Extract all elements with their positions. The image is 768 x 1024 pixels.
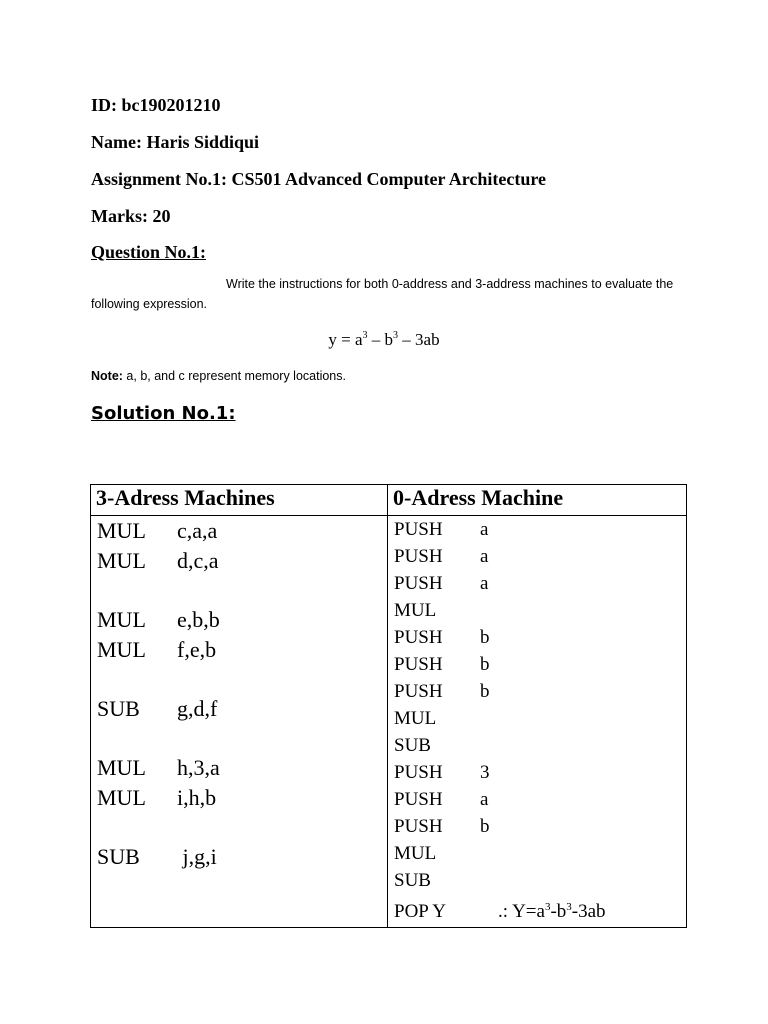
student-name: Name: Haris Siddiqui: [91, 132, 260, 152]
formula-mid: – b: [367, 330, 394, 349]
zero-address-instr: PUSH b: [394, 816, 490, 837]
zero-address-instr: PUSH b: [394, 654, 490, 675]
zero-address-instr: PUSH a: [394, 573, 489, 594]
solution-title: Solution No.1:: [91, 403, 236, 424]
pop-instr: POP Y .: $Y=a^3-b^3-3ab$: [394, 901, 606, 922]
zero-address-instr: PUSH b: [394, 627, 490, 648]
zero-address-instr: MUL: [394, 600, 437, 621]
question-title: Question No.1:: [91, 242, 207, 262]
question-text-line1: Write the instructions for both 0-address and 3-address machines to evaluate the: [226, 277, 674, 291]
result-comment: .: $Y=a^3-b^3-3ab$: [498, 901, 606, 922]
formula-exp1: 3: [362, 330, 368, 341]
blank-line: [97, 665, 387, 694]
zero-address-instr: SUB: [394, 735, 431, 756]
three-address-instr: MUL c,a,a: [97, 518, 218, 543]
col-header-0-address: 0-Adress Machine: [388, 485, 687, 516]
three-address-instr: MUL f,e,b: [97, 637, 217, 662]
zero-address-instr: PUSH 3: [394, 762, 490, 783]
three-address-instr: MUL h,3,a: [97, 755, 220, 780]
note: [91, 369, 346, 383]
zero-address-instr: PUSH a: [394, 519, 489, 540]
formula-exp2: 3: [393, 330, 399, 341]
solution-table: [90, 484, 687, 928]
zero-address-instr: SUB: [394, 870, 431, 891]
expression-formula: [0, 330, 768, 350]
three-address-instr: MUL i,h,b: [97, 785, 217, 810]
formula-suffix: – 3ab: [398, 330, 440, 349]
zero-address-cell: [388, 516, 687, 928]
blank-line: [97, 576, 387, 605]
blank-line: [97, 813, 387, 842]
marks: Marks: 20: [91, 206, 171, 226]
zero-address-instr: PUSH a: [394, 546, 489, 567]
three-address-instr: MUL d,c,a: [97, 548, 219, 573]
question-text-line2: following expression.: [91, 297, 208, 311]
note-label: Note:: [91, 369, 123, 383]
zero-address-instr: MUL: [394, 708, 437, 729]
student-id: ID: bc190201210: [91, 95, 221, 115]
col-header-3-address: 3-Adress Machines: [91, 485, 388, 516]
zero-address-instr: MUL: [394, 843, 437, 864]
blank-line: [97, 724, 387, 753]
zero-address-instr: PUSH a: [394, 789, 489, 810]
three-address-cell: [91, 516, 388, 928]
three-address-instr: MUL e,b,b: [97, 607, 220, 632]
assignment-title: Assignment No.1: CS501 Advanced Computer Architecture: [91, 169, 546, 189]
zero-address-instr: PUSH b: [394, 681, 490, 702]
three-address-instr: SUB g,d,f: [97, 696, 218, 721]
formula-prefix: y = a: [328, 330, 363, 349]
three-address-instr: SUB j,g,i: [97, 844, 217, 869]
note-text: a, b, and c represent memory locations.: [122, 369, 346, 383]
